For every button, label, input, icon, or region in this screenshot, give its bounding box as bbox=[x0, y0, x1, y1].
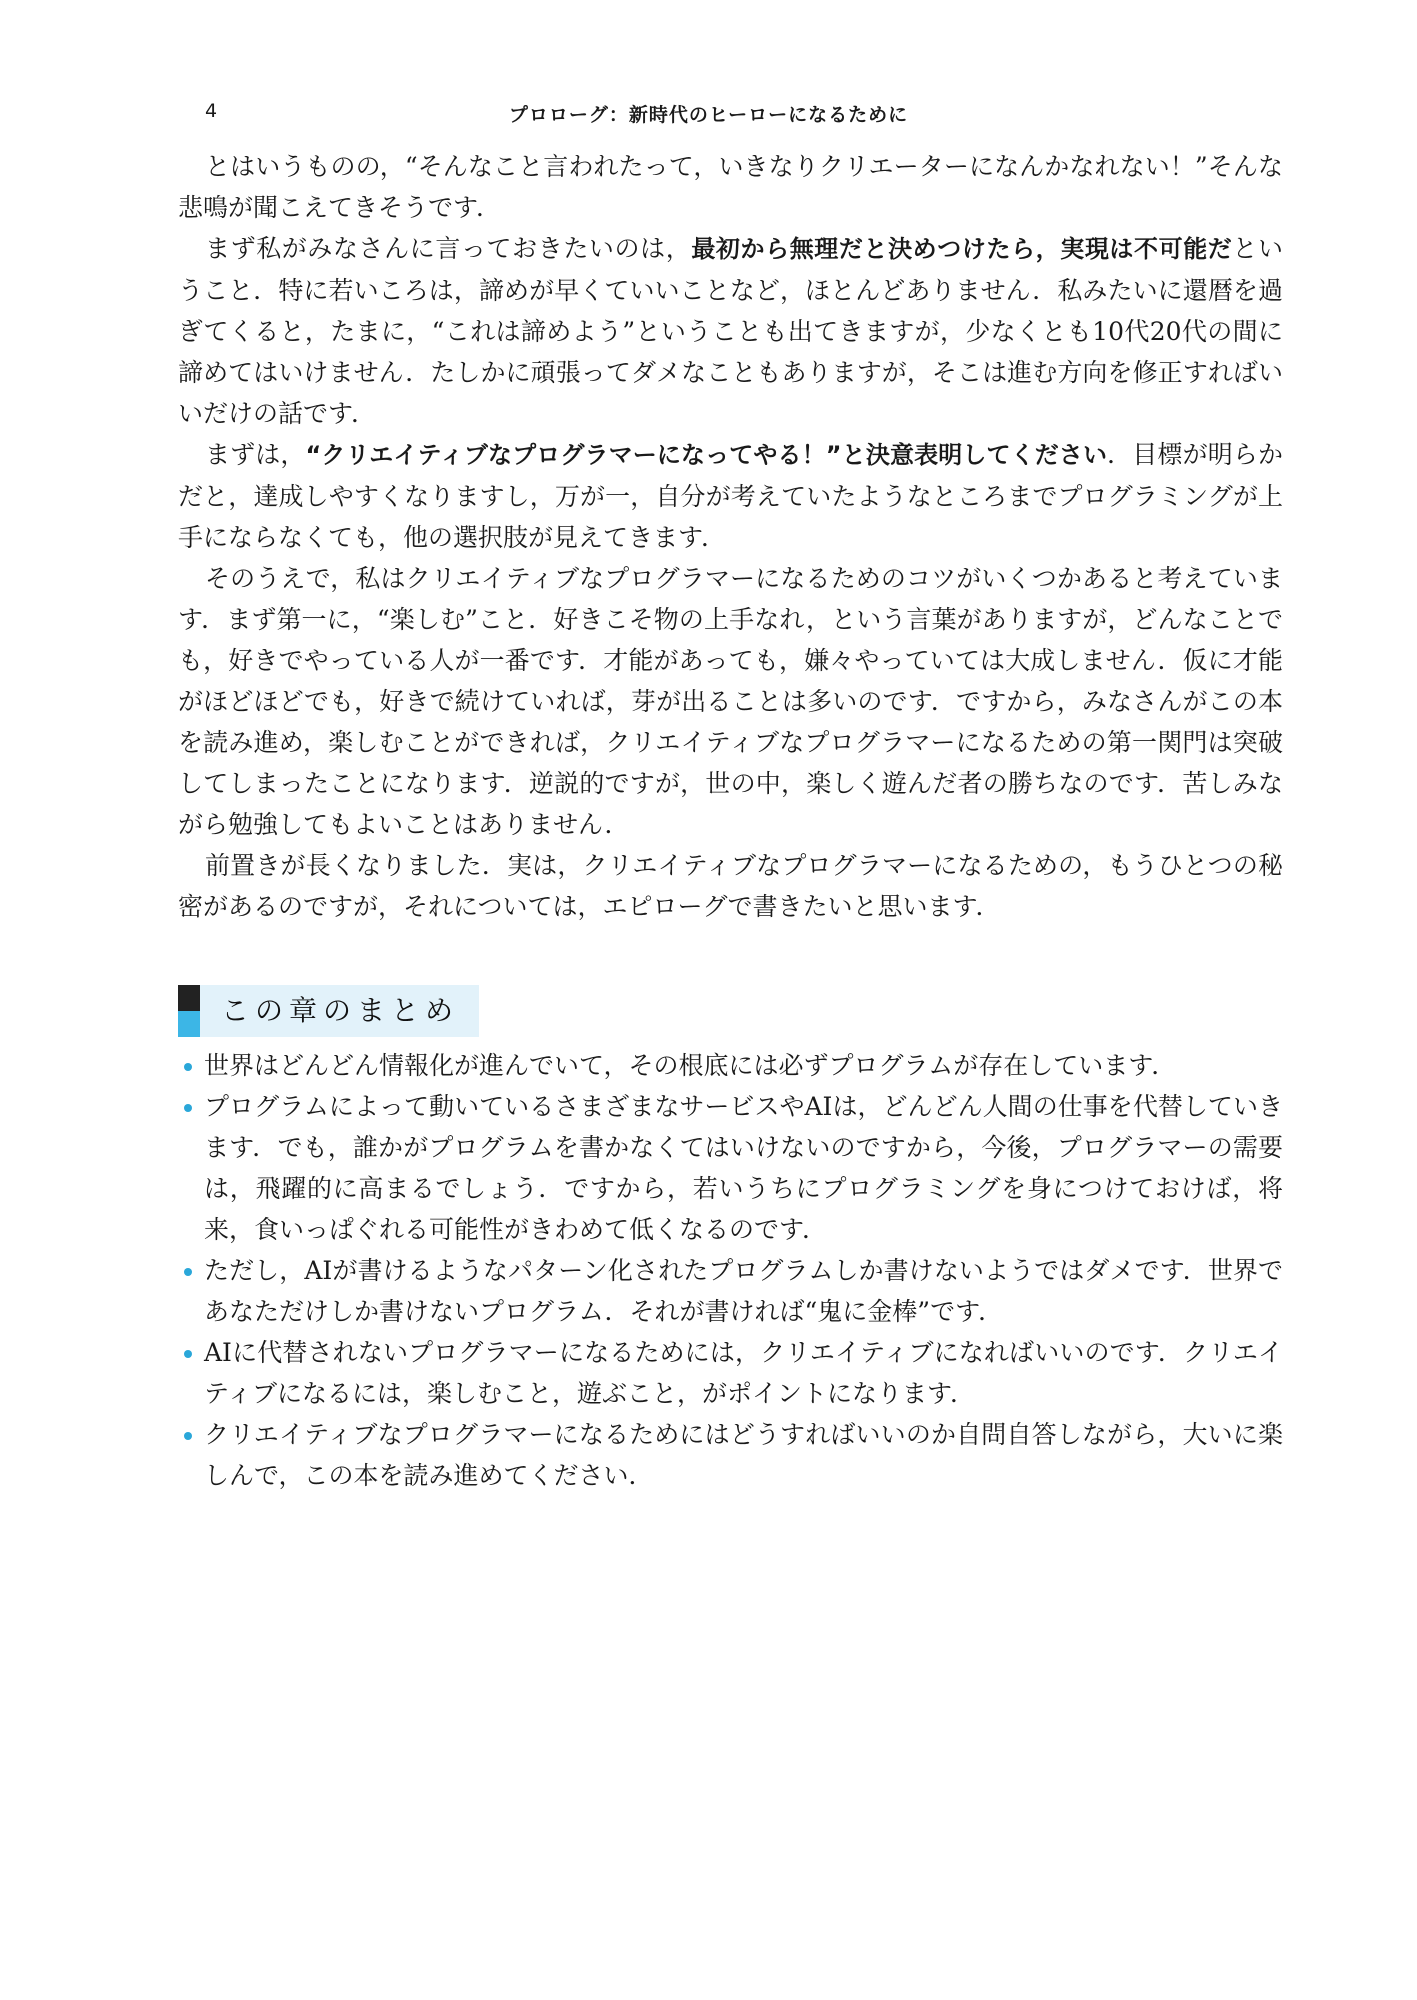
summary-item-text: 世界はどんどん情報化が進んでいて，その根底には必ずプログラムが存在しています． bbox=[204, 1051, 1177, 1080]
summary-item bbox=[178, 1086, 1283, 1250]
paragraph-2-text: まず私がみなさんに言っておきたいのは， bbox=[205, 234, 692, 263]
summary-heading-text: この章のまとめ bbox=[221, 994, 460, 1027]
heading-bar-dark bbox=[178, 985, 200, 1011]
body-text bbox=[178, 146, 1283, 927]
page-number: 4 bbox=[205, 100, 218, 122]
summary-item bbox=[178, 1332, 1283, 1414]
bullet-dot-icon bbox=[184, 1432, 192, 1440]
paragraph-3-emphasis: “クリエイティブなプログラマーになってやる！”と決意表明してください bbox=[305, 441, 1108, 469]
summary-list bbox=[178, 1045, 1283, 1496]
bullet-dot-icon bbox=[184, 1104, 192, 1112]
paragraph-3-text: まずは， bbox=[205, 440, 306, 469]
paragraph-1: とはいうものの，“そんなこと言われたって，いきなりクリエーターになんかなれない！”そんな悲鳴が聞こえてきそうです． bbox=[178, 152, 1283, 222]
paragraph-2-emphasis: 最初から無理だと決めつけたら，実現は不可能だ bbox=[691, 235, 1233, 263]
paragraph-4: そのうえで，私はクリエイティブなプログラマーになるためのコツがいくつかあると考えています．まず第一に，“楽しむ”こと．好きこそ物の上手なれ，という言葉がありますが，どんなことでも，好きでやっている人が一番です．才能があっても，嫌々やっていては大成しません．仮に才能がほどほどでも，好きで続けていれば，芽が出ることは多いのです．ですから，みなさんがこの本を読み進め，楽しむことができれば，クリエイティブなプログラマーになるための第一関門は突破してしまったことになります．逆説的ですが，世の中，楽しく遊んだ者の勝ちなのです．苦しみながら勉強してもよいことはありません． bbox=[178, 564, 1283, 839]
paragraph-2 bbox=[178, 228, 1283, 434]
summary-item-text: ただし，AIが書けるようなパターン化されたプログラムしか書けないようではダメです．世界であなただけしか書けないプログラム．それが書ければ“鬼に金棒”です． bbox=[204, 1256, 1283, 1326]
running-title: プロローグ：新時代のヒーローになるために bbox=[508, 104, 909, 126]
heading-bar-blue bbox=[178, 1011, 200, 1037]
bullet-dot-icon bbox=[184, 1268, 192, 1276]
summary-item-text: プログラムによって動いているさまざまなサービスやAIは，どんどん人間の仕事を代替していきます．でも，誰かがプログラムを書かなくてはいけないのですから，今後，プログラマーの需要は，飛躍的に高まるでしょう．ですから，若いうちにプログラミングを身につけておけば，将来，食いっぱぐれる可能性がきわめて低くなるのです． bbox=[204, 1092, 1283, 1244]
chapter-summary bbox=[178, 985, 1283, 1496]
bullet-dot-icon bbox=[184, 1063, 192, 1071]
summary-item bbox=[178, 1250, 1283, 1332]
page-header bbox=[0, 100, 1417, 130]
summary-item-text: クリエイティブなプログラマーになるためにはどうすればいいのか自問自答しながら，大いに楽しんで，この本を読み進めてください． bbox=[204, 1420, 1283, 1490]
summary-item bbox=[178, 1414, 1283, 1496]
paragraph-3 bbox=[178, 434, 1283, 558]
paragraph-3-text-rest: ．目標が明らかだと，達成しやすくなりますし，万が一，自分が考えていたようなところまでプログラミングが上手にならなくても，他の選択肢が見えてきます． bbox=[178, 440, 1283, 552]
paragraph-2-text-rest: ということ．特に若いころは，諦めが早くていいことなど，ほとんどありません．私みたいに還暦を過ぎてくると，たまに，“これは諦めよう”ということも出てきますが，少なくとも10代20代の間に諦めてはいけません．たしかに頑張ってダメなこともありますが，そこは進む方向を修正すればいいだけの話です． bbox=[178, 234, 1283, 428]
paragraph-5: 前置きが長くなりました．実は，クリエイティブなプログラマーになるための，もうひとつの秘密があるのですが，それについては，エピローグで書きたいと思います． bbox=[178, 851, 1283, 921]
summary-item bbox=[178, 1045, 1283, 1086]
summary-item-text: AIに代替されないプログラマーになるためには，クリエイティブになればいいのです．クリエイティブになるには，楽しむこと，遊ぶこと，がポイントになります． bbox=[204, 1338, 1283, 1408]
bullet-dot-icon bbox=[184, 1350, 192, 1358]
summary-heading bbox=[178, 985, 479, 1037]
